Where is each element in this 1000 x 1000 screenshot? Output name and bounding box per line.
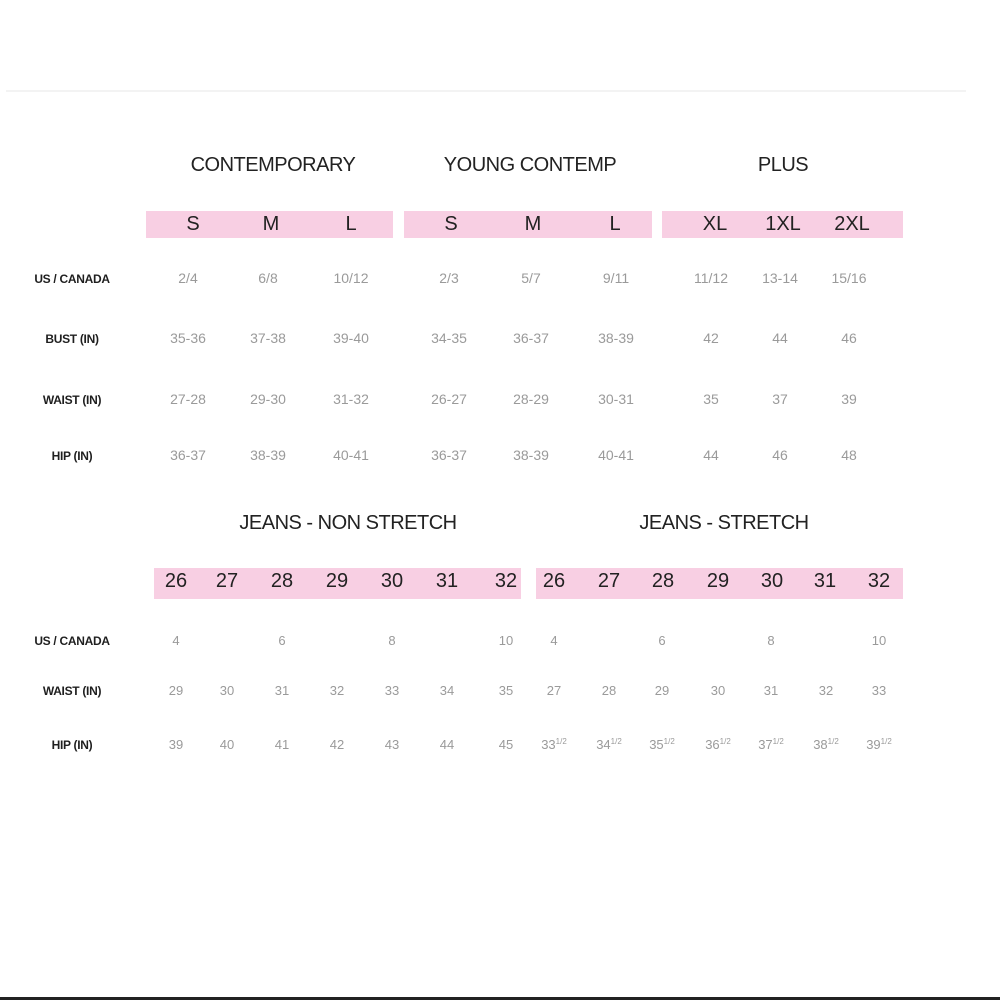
table-cell: 31-32 (333, 391, 369, 407)
table-cell: 30-31 (598, 391, 634, 407)
size-header: 32 (867, 570, 891, 592)
table-cell: 29 (168, 683, 184, 698)
fraction-suffix: 1/2 (880, 737, 892, 746)
table-cell: 37 (772, 391, 788, 407)
table-cell: $34^{1/2}$ (596, 737, 622, 752)
size-header: L (609, 213, 621, 235)
table-cell: 5/7 (521, 270, 541, 286)
size-header: 28 (270, 570, 294, 592)
size-header: M (262, 213, 280, 235)
table-cell: 39 (168, 737, 184, 752)
table-cell: 40 (219, 737, 235, 752)
size-header: 26 (164, 570, 188, 592)
table-cell: 4 (550, 633, 558, 648)
table-cell: 10 (871, 633, 887, 648)
size-header: 31 (435, 570, 459, 592)
table-cell: 30 (710, 683, 726, 698)
size-header: 29 (706, 570, 730, 592)
group-title: PLUS (757, 154, 809, 176)
table-cell: $39^{1/2}$ (866, 737, 892, 752)
size-header: M (524, 213, 542, 235)
size-header: 27 (597, 570, 621, 592)
fraction-suffix: 1/2 (663, 737, 675, 746)
table-cell: 46 (772, 447, 788, 463)
table-cell: 40-41 (333, 447, 369, 463)
table-cell: 10 (498, 633, 514, 648)
table-cell: $36^{1/2}$ (705, 737, 731, 752)
size-header: 30 (380, 570, 404, 592)
row-label: BUST (IN) (45, 332, 99, 346)
table-cell: 27-28 (170, 391, 206, 407)
table-cell: 31 (274, 683, 290, 698)
table-cell: 44 (439, 737, 455, 752)
table-cell: 10/12 (333, 270, 369, 286)
table-cell: 39-40 (333, 330, 369, 346)
table-cell: 6 (658, 633, 666, 648)
table-cell: 34-35 (431, 330, 467, 346)
group-title: CONTEMPORARY (190, 154, 356, 176)
table-cell: 42 (329, 737, 345, 752)
size-header: L (345, 213, 357, 235)
table-cell: 37-38 (250, 330, 286, 346)
table-cell: 8 (388, 633, 396, 648)
row-label: HIP (IN) (51, 449, 93, 463)
size-header: 28 (651, 570, 675, 592)
size-header: 26 (542, 570, 566, 592)
table-cell: 8 (767, 633, 775, 648)
table-cell: 36-37 (513, 330, 549, 346)
row-label: WAIST (IN) (42, 684, 102, 698)
table-cell: 35 (498, 683, 514, 698)
group-title: JEANS - STRETCH (639, 512, 809, 534)
size-header: 27 (215, 570, 239, 592)
size-header: S (186, 213, 200, 235)
table-cell: 45 (498, 737, 514, 752)
table-cell: 35-36 (170, 330, 206, 346)
table-cell: 11/12 (694, 270, 728, 286)
faint-divider (6, 90, 966, 92)
row-label: HIP (IN) (51, 738, 93, 752)
table-cell: 36-37 (431, 447, 467, 463)
table-cell: 41 (274, 737, 290, 752)
size-header: 29 (325, 570, 349, 592)
table-cell: 26-27 (431, 391, 467, 407)
table-cell: 29-30 (250, 391, 286, 407)
size-header: 2XL (834, 213, 870, 235)
table-cell: $33^{1/2}$ (541, 737, 567, 752)
table-cell: 30 (219, 683, 235, 698)
table-cell: 31 (763, 683, 779, 698)
table-cell: 44 (703, 447, 719, 463)
table-cell: 9/11 (602, 270, 630, 286)
size-header: 31 (813, 570, 837, 592)
size-header: 1XL (765, 213, 801, 235)
fraction-suffix: 1/2 (719, 737, 731, 746)
table-cell: 35 (703, 391, 719, 407)
table-cell: 4 (172, 633, 180, 648)
table-cell: $35^{1/2}$ (649, 737, 675, 752)
group-title: JEANS - NON STRETCH (239, 512, 457, 534)
table-cell: 2/4 (178, 270, 198, 286)
size-header: XL (702, 213, 728, 235)
table-cell: 28-29 (513, 391, 549, 407)
table-cell: 33 (384, 683, 400, 698)
table-cell: 15/16 (831, 270, 867, 286)
table-cell: 2/3 (439, 270, 459, 286)
table-cell: 29 (654, 683, 670, 698)
fraction-suffix: 1/2 (555, 737, 567, 746)
faint-header-text (6, 4, 13, 32)
row-label: US / CANADA (34, 634, 110, 648)
table-cell: $38^{1/2}$ (813, 737, 839, 752)
table-cell: 44 (772, 330, 788, 346)
table-cell: 33 (871, 683, 887, 698)
table-cell: 40-41 (598, 447, 634, 463)
fraction-suffix: 1/2 (827, 737, 839, 746)
table-cell: 38-39 (598, 330, 634, 346)
table-cell: 34 (439, 683, 455, 698)
fraction-suffix: 1/2 (772, 737, 784, 746)
size-header: 32 (494, 570, 518, 592)
table-cell: 38-39 (513, 447, 549, 463)
table-cell: 28 (601, 683, 617, 698)
row-label: US / CANADA (34, 272, 110, 286)
table-cell: $37^{1/2}$ (758, 737, 784, 752)
table-cell: 48 (841, 447, 857, 463)
table-cell: 42 (703, 330, 719, 346)
table-cell: 39 (841, 391, 857, 407)
table-cell: 36-37 (170, 447, 206, 463)
table-cell: 32 (329, 683, 345, 698)
size-header: S (444, 213, 458, 235)
table-cell: 32 (818, 683, 834, 698)
table-cell: 13-14 (762, 270, 798, 286)
table-cell: 27 (546, 683, 562, 698)
table-cell: 6/8 (258, 270, 278, 286)
fraction-suffix: 1/2 (610, 737, 622, 746)
size-header: 30 (760, 570, 784, 592)
group-title: YOUNG CONTEMP (443, 154, 617, 176)
row-label: WAIST (IN) (42, 393, 102, 407)
table-cell: 38-39 (250, 447, 286, 463)
table-cell: 46 (841, 330, 857, 346)
table-cell: 6 (278, 633, 286, 648)
table-cell: 43 (384, 737, 400, 752)
